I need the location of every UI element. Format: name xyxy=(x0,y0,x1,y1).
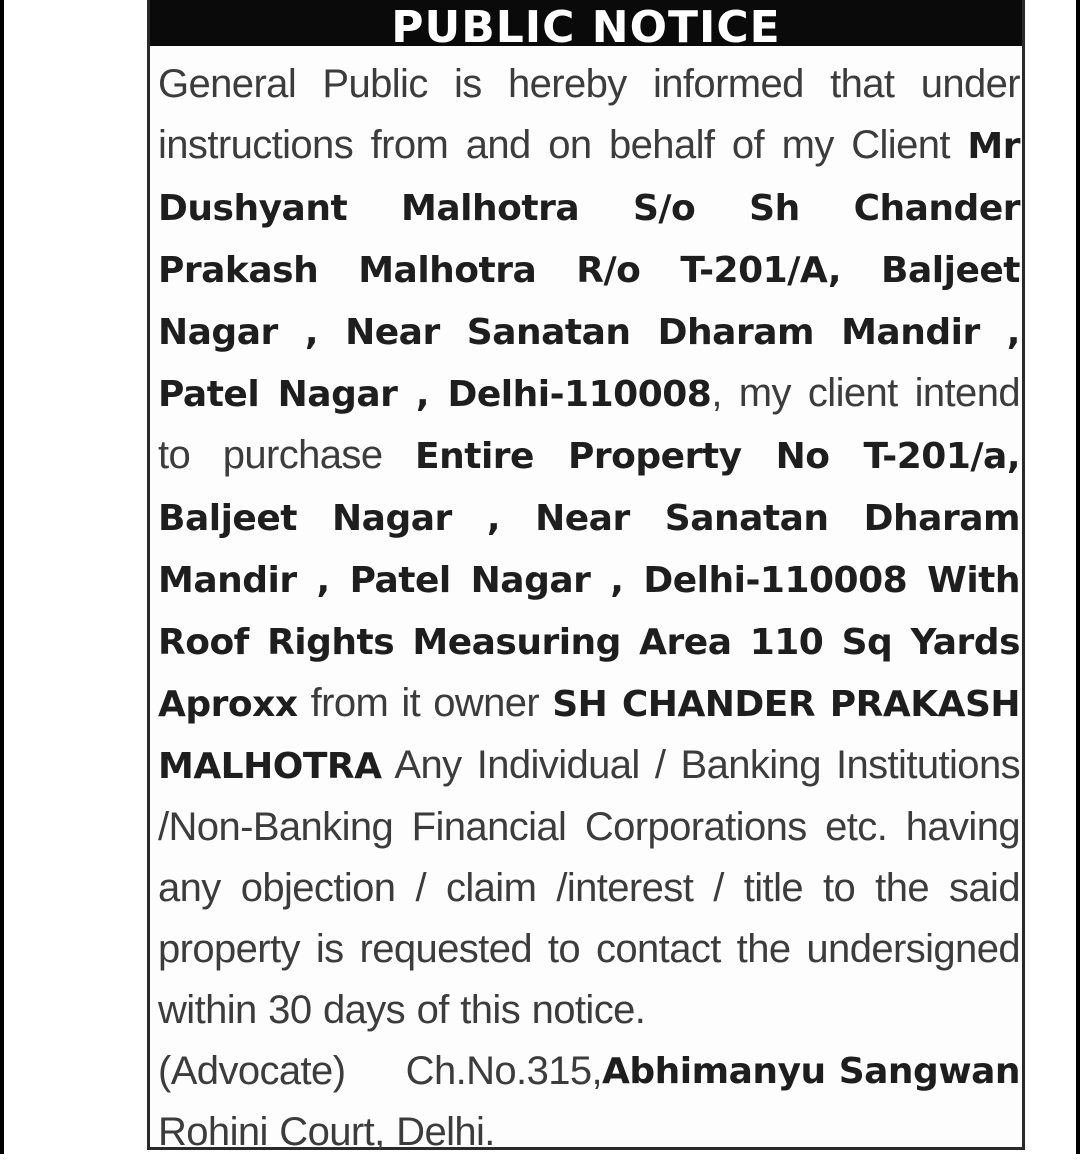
notice-title: PUBLIC NOTICE xyxy=(391,2,781,46)
client-details: Mr Dushyant Malhotra S/o Sh Chander Prakash Malhotra R/o T-201/A, Baljeet Nagar , Near Sanatan Dharam Mandir , Patel Nagar , Delhi-110008 xyxy=(158,126,1020,415)
property-details: Entire Property No T-201/a, Baljeet Nagar , Near Sanatan Dharam Mandir , Patel Nagar , Delhi-110008 With Roof Rights Measuring Area 110 Sq Yards Aproxx xyxy=(158,436,1021,725)
public-notice-box xyxy=(147,0,1025,1154)
notice-text-segment: from it owner xyxy=(297,681,553,725)
notice-text-segment: General Public is hereby informed that under instructions from and on behalf of my Client xyxy=(158,62,1020,167)
owner-name: SH CHANDER PRAKASH MALHOTRA xyxy=(158,684,1021,787)
right-edge-divider xyxy=(1076,0,1080,1154)
signatory-details: (Advocate) Ch.No.315, Rohini Court, Delhi. xyxy=(158,1049,603,1154)
notice-text-segment: , my client intend to purchase xyxy=(158,371,1020,477)
signatory-name: Abhimanyu Sangwan xyxy=(602,1051,1020,1092)
left-edge-divider xyxy=(0,0,4,1154)
notice-text-segment: Any Individual / Banking Institutions /Non-Banking Financial Corporations etc. having any objection / claim /interest / title to the said property is requested to contact the undersigned within 30 days of this notice. xyxy=(158,743,1020,1032)
notice-header-bar xyxy=(150,0,1022,46)
notice-body xyxy=(158,54,1020,1163)
